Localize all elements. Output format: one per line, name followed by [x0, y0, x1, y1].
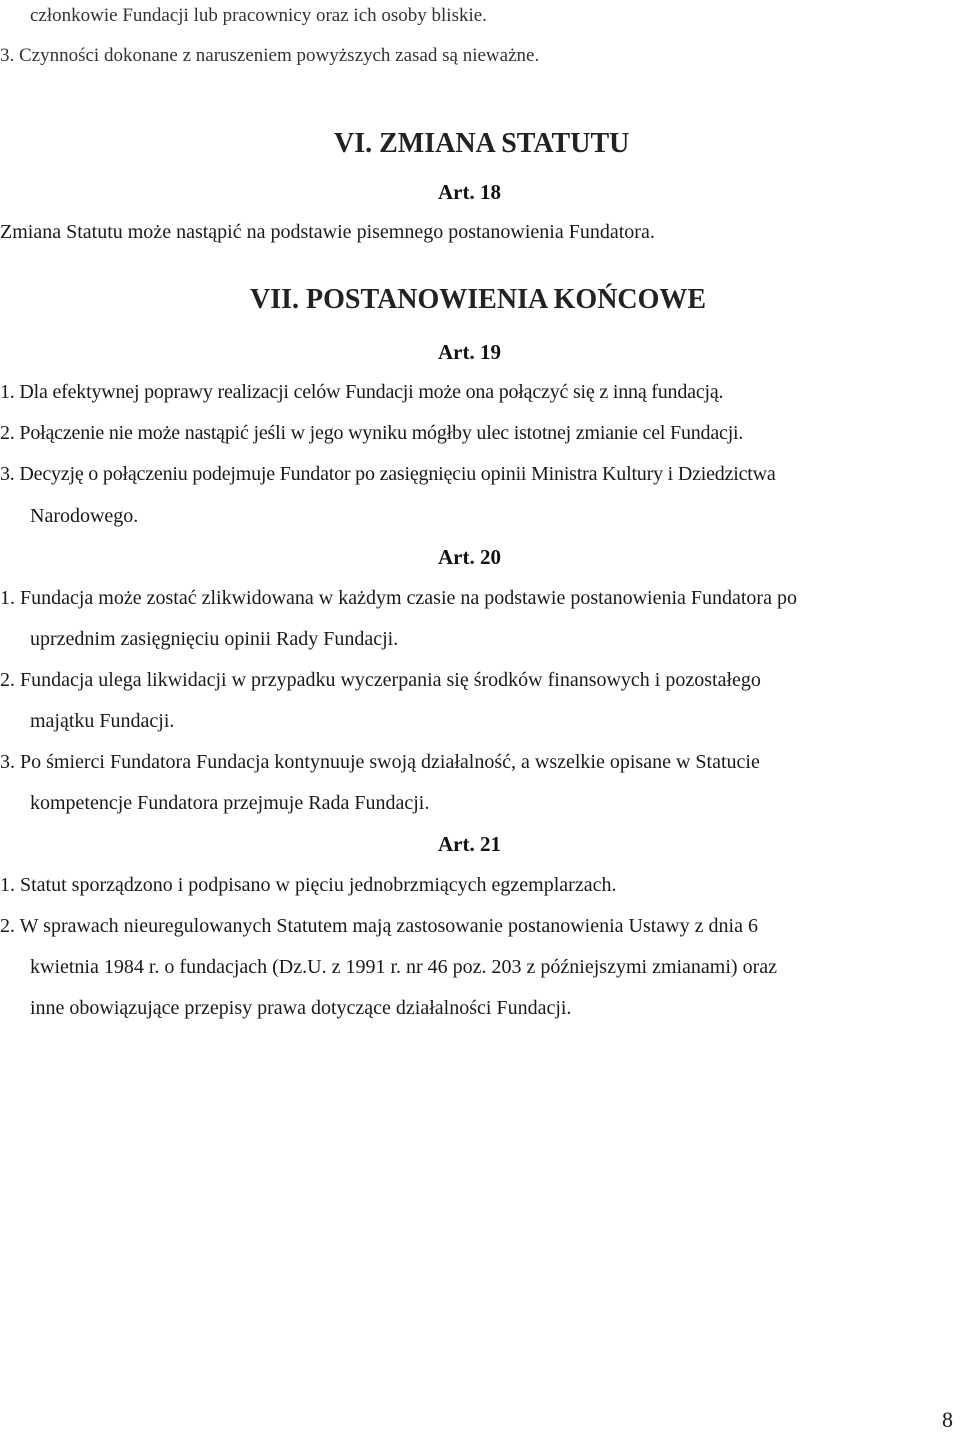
article-heading-18: Art. 18: [438, 180, 501, 204]
list-item-1: 1. Dla efektywnej poprawy realizacji celów Fundacji może ona połączyć się z inną fundacją.: [0, 381, 724, 403]
list-item-2: 2. W sprawach nieuregulowanych Statutem mają zastosowanie postanowienia Ustawy z dnia 6: [0, 915, 758, 937]
list-item-1: 1. Statut sporządzono i podpisano w pięciu jednobrzmiących egzemplarzach.: [0, 874, 617, 896]
list-item-2: 2. Połączenie nie może nastąpić jeśli w jego wyniku mógłby ulec istotnej zmianie cel Fundacji.: [0, 422, 744, 444]
article-heading-21: Art. 21: [438, 832, 501, 856]
list-item-2: 2. Fundacja ulega likwidacji w przypadku wyczerpania się środków finansowych i pozostałego: [0, 669, 761, 691]
list-item-3: 3. Decyzję o połączeniu podejmuje Fundator po zasięgnięciu opinii Ministra Kultury i Dziedzictwa: [0, 463, 776, 485]
list-item-continuation: uprzednim zasięgnięciu opinii Rady Fundacji.: [30, 628, 399, 650]
list-item-continuation: majątku Fundacji.: [30, 710, 175, 732]
list-item-3: 3. Czynności dokonane z naruszeniem powyższych zasad są nieważne.: [0, 45, 540, 66]
list-item-1: 1. Fundacja może zostać zlikwidowana w każdym czasie na podstawie postanowienia Fundatora po: [0, 587, 797, 609]
page-number: 8: [942, 1407, 953, 1432]
article-heading-20: Art. 20: [438, 545, 501, 569]
list-item-continuation: Narodowego.: [30, 505, 139, 527]
list-item-3: 3. Po śmierci Fundatora Fundacja kontynuuje swoją działalność, a wszelkie opisane w Statucie: [0, 751, 760, 773]
body-text-line: członkowie Fundacji lub pracownicy oraz ich osoby bliskie.: [30, 5, 487, 26]
chapter-heading-vii: VII. POSTANOWIENIA KOŃCOWE: [250, 284, 707, 315]
list-item-continuation: kwietnia 1984 r. o fundacjach (Dz.U. z 1991 r. nr 46 poz. 203 z późniejszymi zmianami) oraz: [30, 956, 777, 978]
body-text-line: Zmiana Statutu może nastąpić na podstawie pisemnego postanowienia Fundatora.: [0, 221, 655, 243]
list-item-continuation: inne obowiązujące przepisy prawa dotyczące działalności Fundacji.: [30, 997, 572, 1019]
list-item-continuation: kompetencje Fundatora przejmuje Rada Fundacji.: [30, 792, 430, 814]
chapter-heading-vi: VI. ZMIANA STATUTU: [334, 128, 630, 159]
article-heading-19: Art. 19: [438, 340, 501, 364]
